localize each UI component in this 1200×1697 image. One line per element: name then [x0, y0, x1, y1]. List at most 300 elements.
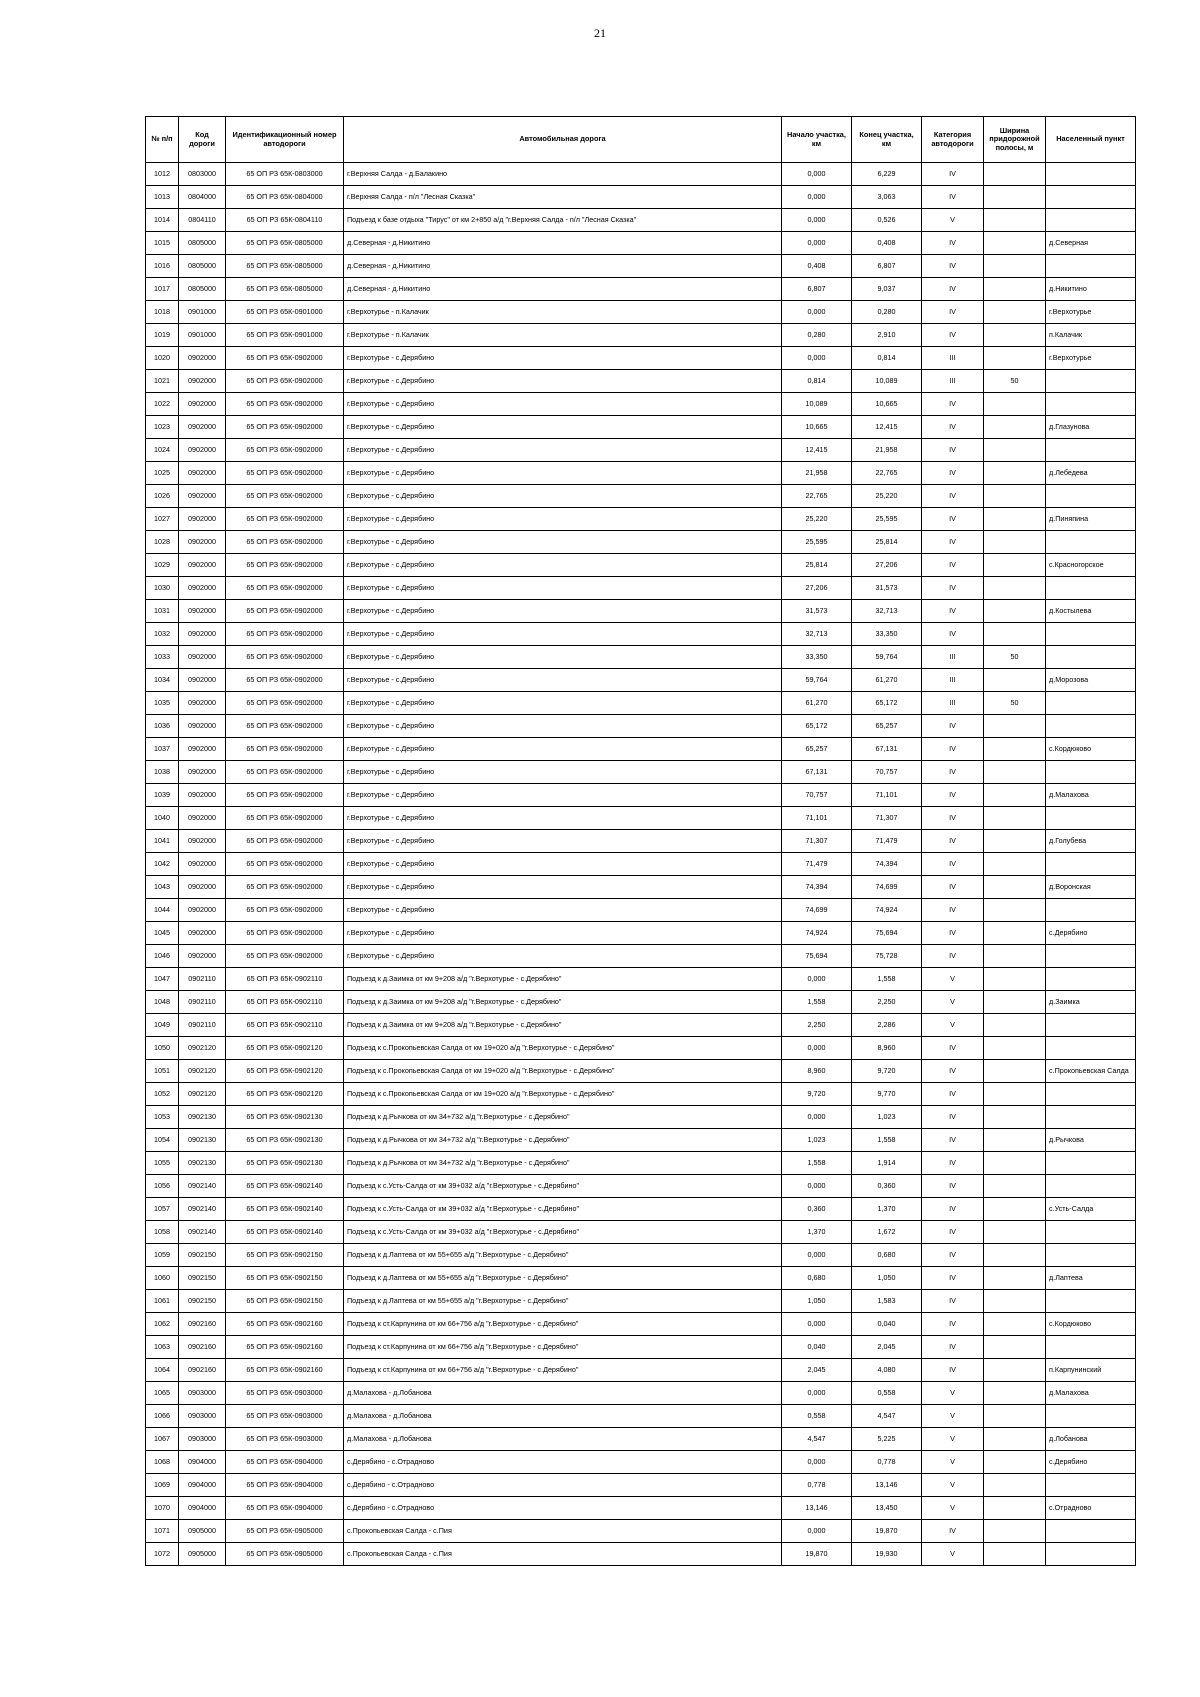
cell-road-name: с.Прокопьевская Салда - с.Пия [344, 1543, 782, 1566]
table-header-row [146, 117, 1136, 163]
cell-end-km: 6,229 [852, 163, 922, 186]
cell-index: 1063 [146, 1336, 179, 1359]
table-row [146, 370, 1136, 393]
cell-road-name: Подъезд к с.Прокопьевская Салда от км 19+020 а/д "г.Верхотурье - с.Дерябино" [344, 1060, 782, 1083]
cell-road-name: г.Верхотурье - с.Дерябино [344, 623, 782, 646]
cell-category: IV [922, 554, 984, 577]
cell-road-code: 0804000 [179, 186, 226, 209]
cell-road-code: 0903000 [179, 1382, 226, 1405]
cell-index: 1067 [146, 1428, 179, 1451]
cell-road-id: 65 ОП РЗ 65К-0902000 [226, 508, 344, 531]
cell-start-km: 71,479 [782, 853, 852, 876]
cell-start-km: 0,000 [782, 1244, 852, 1267]
cell-settlement [1046, 163, 1136, 186]
cell-road-id: 65 ОП РЗ 65К-0902000 [226, 577, 344, 600]
cell-category: V [922, 1543, 984, 1566]
table-row [146, 393, 1136, 416]
cell-roadside-width [984, 508, 1046, 531]
header-road-name: Автомобильная дорога [344, 117, 782, 163]
cell-category: III [922, 669, 984, 692]
cell-end-km: 61,270 [852, 669, 922, 692]
cell-road-id: 65 ОП РЗ 65К-0902140 [226, 1198, 344, 1221]
cell-road-name: с.Дерябино - с.Отрадново [344, 1451, 782, 1474]
cell-settlement: г.Верхотурье [1046, 301, 1136, 324]
cell-road-id: 65 ОП РЗ 65К-0902000 [226, 922, 344, 945]
table-row [146, 462, 1136, 485]
cell-category: V [922, 991, 984, 1014]
cell-category: IV [922, 738, 984, 761]
cell-road-name: г.Верхотурье - с.Дерябино [344, 439, 782, 462]
table-row [146, 347, 1136, 370]
cell-road-code: 0902160 [179, 1336, 226, 1359]
cell-road-id: 65 ОП РЗ 65К-0902150 [226, 1244, 344, 1267]
cell-road-code: 0902130 [179, 1106, 226, 1129]
cell-road-name: г.Верхотурье - с.Дерябино [344, 577, 782, 600]
cell-roadside-width [984, 1313, 1046, 1336]
table-row [146, 1543, 1136, 1566]
cell-end-km: 32,713 [852, 600, 922, 623]
table-row [146, 1198, 1136, 1221]
cell-road-code: 0804110 [179, 209, 226, 232]
table-row [146, 646, 1136, 669]
cell-road-id: 65 ОП РЗ 65К-0902000 [226, 669, 344, 692]
cell-road-id: 65 ОП РЗ 65К-0902130 [226, 1152, 344, 1175]
cell-category: IV [922, 1175, 984, 1198]
cell-start-km: 0,408 [782, 255, 852, 278]
cell-road-code: 0902000 [179, 830, 226, 853]
cell-settlement [1046, 186, 1136, 209]
cell-road-name: г.Верхотурье - с.Дерябино [344, 508, 782, 531]
cell-roadside-width: 50 [984, 692, 1046, 715]
table-row [146, 922, 1136, 945]
cell-road-code: 0902000 [179, 485, 226, 508]
cell-start-km: 33,350 [782, 646, 852, 669]
cell-start-km: 71,101 [782, 807, 852, 830]
table-row [146, 1428, 1136, 1451]
cell-end-km: 12,415 [852, 416, 922, 439]
cell-road-id: 65 ОП РЗ 65К-0902110 [226, 991, 344, 1014]
table-row [146, 1060, 1136, 1083]
table-row [146, 531, 1136, 554]
cell-road-code: 0902000 [179, 623, 226, 646]
cell-road-name: г.Верхотурье - с.Дерябино [344, 922, 782, 945]
cell-start-km: 0,558 [782, 1405, 852, 1428]
table-row [146, 416, 1136, 439]
cell-start-km: 0,000 [782, 209, 852, 232]
cell-road-name: г.Верхотурье - с.Дерябино [344, 347, 782, 370]
cell-road-code: 0902000 [179, 462, 226, 485]
cell-road-id: 65 ОП РЗ 65К-0903000 [226, 1428, 344, 1451]
cell-roadside-width [984, 554, 1046, 577]
cell-road-code: 0902000 [179, 738, 226, 761]
cell-settlement [1046, 1543, 1136, 1566]
cell-end-km: 67,131 [852, 738, 922, 761]
cell-road-name: г.Верхотурье - с.Дерябино [344, 669, 782, 692]
cell-category: IV [922, 1520, 984, 1543]
cell-index: 1069 [146, 1474, 179, 1497]
cell-start-km: 9,720 [782, 1083, 852, 1106]
cell-roadside-width [984, 876, 1046, 899]
table-row [146, 1244, 1136, 1267]
cell-category: III [922, 370, 984, 393]
cell-index: 1068 [146, 1451, 179, 1474]
cell-start-km: 0,000 [782, 1382, 852, 1405]
cell-road-name: г.Верхотурье - с.Дерябино [344, 370, 782, 393]
cell-end-km: 2,910 [852, 324, 922, 347]
cell-start-km: 65,257 [782, 738, 852, 761]
table-row [146, 715, 1136, 738]
cell-category: IV [922, 1359, 984, 1382]
cell-settlement [1046, 1244, 1136, 1267]
table-row [146, 1336, 1136, 1359]
cell-settlement: п.Калачик [1046, 324, 1136, 347]
cell-road-name: д.Северная - д.Никитино [344, 278, 782, 301]
cell-end-km: 33,350 [852, 623, 922, 646]
cell-road-name: Подъезд к д.Рычкова от км 34+732 а/д "г.Верхотурье - с.Дерябино" [344, 1106, 782, 1129]
cell-end-km: 2,250 [852, 991, 922, 1014]
header-category: Категория автодороги [922, 117, 984, 163]
header-start-km: Начало участка, км [782, 117, 852, 163]
cell-end-km: 74,394 [852, 853, 922, 876]
cell-road-code: 0903000 [179, 1405, 226, 1428]
cell-roadside-width [984, 1451, 1046, 1474]
cell-start-km: 0,000 [782, 1175, 852, 1198]
cell-start-km: 0,280 [782, 324, 852, 347]
cell-start-km: 10,089 [782, 393, 852, 416]
cell-road-id: 65 ОП РЗ 65К-0902000 [226, 945, 344, 968]
cell-category: IV [922, 899, 984, 922]
cell-end-km: 0,558 [852, 1382, 922, 1405]
cell-settlement: д.Голубева [1046, 830, 1136, 853]
cell-index: 1039 [146, 784, 179, 807]
cell-category: V [922, 1014, 984, 1037]
cell-roadside-width [984, 462, 1046, 485]
cell-end-km: 21,958 [852, 439, 922, 462]
cell-road-id: 65 ОП РЗ 65К-0902110 [226, 1014, 344, 1037]
cell-settlement: д.Лобанова [1046, 1428, 1136, 1451]
cell-category: III [922, 347, 984, 370]
cell-settlement: д.Рычкова [1046, 1129, 1136, 1152]
cell-start-km: 0,814 [782, 370, 852, 393]
cell-road-name: Подъезд к ст.Карпунина от км 66+756 а/д "г.Верхотурье - с.Дерябино" [344, 1313, 782, 1336]
cell-index: 1018 [146, 301, 179, 324]
cell-road-name: г.Верхотурье - с.Дерябино [344, 761, 782, 784]
cell-roadside-width [984, 1428, 1046, 1451]
cell-category: IV [922, 1083, 984, 1106]
table-row [146, 738, 1136, 761]
cell-road-code: 0902000 [179, 853, 226, 876]
cell-roadside-width [984, 1221, 1046, 1244]
cell-road-code: 0805000 [179, 278, 226, 301]
cell-category: IV [922, 232, 984, 255]
cell-category: IV [922, 1037, 984, 1060]
cell-road-name: г.Верхотурье - с.Дерябино [344, 600, 782, 623]
cell-road-code: 0902130 [179, 1129, 226, 1152]
table-row [146, 807, 1136, 830]
cell-road-name: г.Верхотурье - с.Дерябино [344, 807, 782, 830]
cell-start-km: 19,870 [782, 1543, 852, 1566]
cell-category: V [922, 1428, 984, 1451]
cell-road-code: 0902000 [179, 554, 226, 577]
cell-index: 1023 [146, 416, 179, 439]
cell-start-km: 0,000 [782, 1037, 852, 1060]
cell-category: IV [922, 186, 984, 209]
cell-category: IV [922, 301, 984, 324]
table-row [146, 439, 1136, 462]
cell-index: 1057 [146, 1198, 179, 1221]
cell-settlement [1046, 393, 1136, 416]
cell-end-km: 0,814 [852, 347, 922, 370]
cell-roadside-width [984, 945, 1046, 968]
cell-road-id: 65 ОП РЗ 65К-0805000 [226, 232, 344, 255]
cell-road-code: 0902000 [179, 439, 226, 462]
cell-settlement: с.Красногорское [1046, 554, 1136, 577]
table-row [146, 186, 1136, 209]
cell-road-id: 65 ОП РЗ 65К-0902000 [226, 692, 344, 715]
cell-category: IV [922, 1106, 984, 1129]
cell-category: IV [922, 945, 984, 968]
table-body [146, 163, 1136, 1566]
cell-index: 1031 [146, 600, 179, 623]
cell-start-km: 25,220 [782, 508, 852, 531]
cell-start-km: 10,665 [782, 416, 852, 439]
cell-category: III [922, 646, 984, 669]
cell-category: IV [922, 830, 984, 853]
cell-road-id: 65 ОП РЗ 65К-0902150 [226, 1267, 344, 1290]
cell-start-km: 21,958 [782, 462, 852, 485]
cell-road-name: Подъезд к д.Лаптева от км 55+655 а/д "г.Верхотурье - с.Дерябино" [344, 1267, 782, 1290]
cell-settlement [1046, 899, 1136, 922]
cell-roadside-width [984, 347, 1046, 370]
table-row [146, 945, 1136, 968]
cell-roadside-width [984, 416, 1046, 439]
cell-start-km: 1,023 [782, 1129, 852, 1152]
cell-category: IV [922, 807, 984, 830]
cell-category: IV [922, 761, 984, 784]
cell-road-id: 65 ОП РЗ 65К-0902150 [226, 1290, 344, 1313]
cell-roadside-width [984, 1543, 1046, 1566]
cell-category: IV [922, 1290, 984, 1313]
cell-road-id: 65 ОП РЗ 65К-0804000 [226, 186, 344, 209]
cell-start-km: 2,250 [782, 1014, 852, 1037]
table-row [146, 968, 1136, 991]
cell-road-name: г.Верхотурье - с.Дерябино [344, 393, 782, 416]
cell-start-km: 74,699 [782, 899, 852, 922]
cell-start-km: 0,000 [782, 1106, 852, 1129]
cell-road-name: г.Верхотурье - с.Дерябино [344, 554, 782, 577]
cell-end-km: 65,257 [852, 715, 922, 738]
cell-road-code: 0902120 [179, 1037, 226, 1060]
cell-roadside-width [984, 209, 1046, 232]
cell-roadside-width [984, 531, 1046, 554]
cell-index: 1027 [146, 508, 179, 531]
cell-index: 1044 [146, 899, 179, 922]
cell-start-km: 59,764 [782, 669, 852, 692]
cell-road-id: 65 ОП РЗ 65К-0902000 [226, 876, 344, 899]
table-row [146, 853, 1136, 876]
cell-road-name: Подъезд к д.Рычкова от км 34+732 а/д "г.Верхотурье - с.Дерябино" [344, 1129, 782, 1152]
cell-index: 1056 [146, 1175, 179, 1198]
cell-road-id: 65 ОП РЗ 65К-0902000 [226, 623, 344, 646]
cell-index: 1046 [146, 945, 179, 968]
cell-roadside-width [984, 715, 1046, 738]
cell-settlement [1046, 1014, 1136, 1037]
cell-road-id: 65 ОП РЗ 65К-0902130 [226, 1129, 344, 1152]
cell-road-code: 0902130 [179, 1152, 226, 1175]
table-row [146, 669, 1136, 692]
cell-road-name: г.Верхотурье - с.Дерябино [344, 531, 782, 554]
cell-road-name: Подъезд к д.Заимка от км 9+208 а/д "г.Верхотурье - с.Дерябино" [344, 1014, 782, 1037]
cell-road-id: 65 ОП РЗ 65К-0905000 [226, 1543, 344, 1566]
cell-start-km: 0,000 [782, 1451, 852, 1474]
cell-settlement [1046, 439, 1136, 462]
cell-settlement: д.Лебедева [1046, 462, 1136, 485]
cell-roadside-width [984, 600, 1046, 623]
cell-end-km: 25,220 [852, 485, 922, 508]
cell-start-km: 8,960 [782, 1060, 852, 1083]
cell-road-id: 65 ОП РЗ 65К-0902000 [226, 807, 344, 830]
cell-road-code: 0902140 [179, 1175, 226, 1198]
cell-road-name: Подъезд к д.Лаптева от км 55+655 а/д "г.Верхотурье - с.Дерябино" [344, 1244, 782, 1267]
cell-index: 1038 [146, 761, 179, 784]
cell-start-km: 0,000 [782, 232, 852, 255]
cell-roadside-width [984, 1405, 1046, 1428]
cell-road-code: 0902140 [179, 1198, 226, 1221]
cell-end-km: 0,360 [852, 1175, 922, 1198]
cell-road-code: 0904000 [179, 1451, 226, 1474]
cell-road-id: 65 ОП РЗ 65К-0902000 [226, 853, 344, 876]
table-row [146, 1037, 1136, 1060]
cell-settlement: д.Пиняпина [1046, 508, 1136, 531]
cell-category: V [922, 1382, 984, 1405]
cell-settlement [1046, 1474, 1136, 1497]
cell-roadside-width [984, 1290, 1046, 1313]
cell-settlement: д.Никитино [1046, 278, 1136, 301]
cell-end-km: 0,040 [852, 1313, 922, 1336]
table-row [146, 232, 1136, 255]
cell-category: IV [922, 163, 984, 186]
cell-road-name: г.Верхотурье - с.Дерябино [344, 416, 782, 439]
table-row [146, 485, 1136, 508]
cell-road-code: 0902000 [179, 715, 226, 738]
cell-settlement [1046, 853, 1136, 876]
table-row [146, 209, 1136, 232]
cell-end-km: 1,558 [852, 1129, 922, 1152]
table-row [146, 577, 1136, 600]
cell-index: 1017 [146, 278, 179, 301]
cell-road-code: 0905000 [179, 1520, 226, 1543]
cell-end-km: 1,050 [852, 1267, 922, 1290]
table-row [146, 830, 1136, 853]
cell-settlement [1046, 646, 1136, 669]
cell-index: 1050 [146, 1037, 179, 1060]
table-row [146, 324, 1136, 347]
cell-settlement: с.Кордюково [1046, 1313, 1136, 1336]
cell-road-name: Подъезд к ст.Карпунина от км 66+756 а/д "г.Верхотурье - с.Дерябино" [344, 1359, 782, 1382]
cell-end-km: 9,037 [852, 278, 922, 301]
cell-end-km: 0,280 [852, 301, 922, 324]
cell-start-km: 67,131 [782, 761, 852, 784]
cell-roadside-width [984, 1152, 1046, 1175]
cell-index: 1037 [146, 738, 179, 761]
cell-road-id: 65 ОП РЗ 65К-0902140 [226, 1221, 344, 1244]
cell-settlement: г.Верхотурье [1046, 347, 1136, 370]
cell-road-id: 65 ОП РЗ 65К-0902110 [226, 968, 344, 991]
cell-road-name: с.Дерябино - с.Отрадново [344, 1474, 782, 1497]
cell-roadside-width [984, 1060, 1046, 1083]
cell-roadside-width [984, 968, 1046, 991]
cell-start-km: 27,206 [782, 577, 852, 600]
cell-category: IV [922, 1152, 984, 1175]
cell-start-km: 1,558 [782, 1152, 852, 1175]
table-row [146, 1129, 1136, 1152]
cell-start-km: 75,694 [782, 945, 852, 968]
table-row [146, 1083, 1136, 1106]
cell-end-km: 19,930 [852, 1543, 922, 1566]
cell-roadside-width [984, 830, 1046, 853]
cell-end-km: 8,960 [852, 1037, 922, 1060]
cell-road-code: 0902110 [179, 968, 226, 991]
table-row [146, 1405, 1136, 1428]
cell-end-km: 74,699 [852, 876, 922, 899]
cell-category: IV [922, 577, 984, 600]
cell-settlement [1046, 715, 1136, 738]
header-road-code: Код дороги [179, 117, 226, 163]
cell-settlement: с.Дерябино [1046, 1451, 1136, 1474]
cell-road-code: 0902120 [179, 1083, 226, 1106]
cell-index: 1043 [146, 876, 179, 899]
cell-category: V [922, 209, 984, 232]
cell-roadside-width [984, 1359, 1046, 1382]
cell-road-name: Подъезд к с.Усть-Салда от км 39+032 а/д "г.Верхотурье - с.Дерябино" [344, 1221, 782, 1244]
cell-start-km: 0,040 [782, 1336, 852, 1359]
table-row [146, 508, 1136, 531]
cell-road-name: г.Верхотурье - с.Дерябино [344, 462, 782, 485]
roads-table [145, 116, 1136, 1566]
cell-index: 1028 [146, 531, 179, 554]
cell-settlement [1046, 1290, 1136, 1313]
cell-start-km: 12,415 [782, 439, 852, 462]
cell-start-km: 2,045 [782, 1359, 852, 1382]
cell-index: 1040 [146, 807, 179, 830]
cell-end-km: 4,080 [852, 1359, 922, 1382]
cell-road-code: 0902000 [179, 922, 226, 945]
cell-index: 1053 [146, 1106, 179, 1129]
table-row [146, 600, 1136, 623]
cell-start-km: 1,558 [782, 991, 852, 1014]
cell-category: IV [922, 1060, 984, 1083]
table-row [146, 1106, 1136, 1129]
cell-category: IV [922, 1267, 984, 1290]
table-row [146, 1382, 1136, 1405]
cell-index: 1052 [146, 1083, 179, 1106]
cell-road-id: 65 ОП РЗ 65К-0902000 [226, 462, 344, 485]
cell-index: 1012 [146, 163, 179, 186]
table-row [146, 1359, 1136, 1382]
cell-road-code: 0901000 [179, 324, 226, 347]
cell-category: V [922, 1405, 984, 1428]
cell-roadside-width: 50 [984, 370, 1046, 393]
cell-index: 1051 [146, 1060, 179, 1083]
cell-roadside-width [984, 1175, 1046, 1198]
cell-index: 1042 [146, 853, 179, 876]
cell-road-name: г.Верхотурье - с.Дерябино [344, 715, 782, 738]
cell-index: 1071 [146, 1520, 179, 1543]
cell-road-name: Подъезд к д.Заимка от км 9+208 а/д "г.Верхотурье - с.Дерябино" [344, 968, 782, 991]
cell-road-id: 65 ОП РЗ 65К-0902120 [226, 1037, 344, 1060]
cell-settlement: д.Воронская [1046, 876, 1136, 899]
cell-start-km: 70,757 [782, 784, 852, 807]
